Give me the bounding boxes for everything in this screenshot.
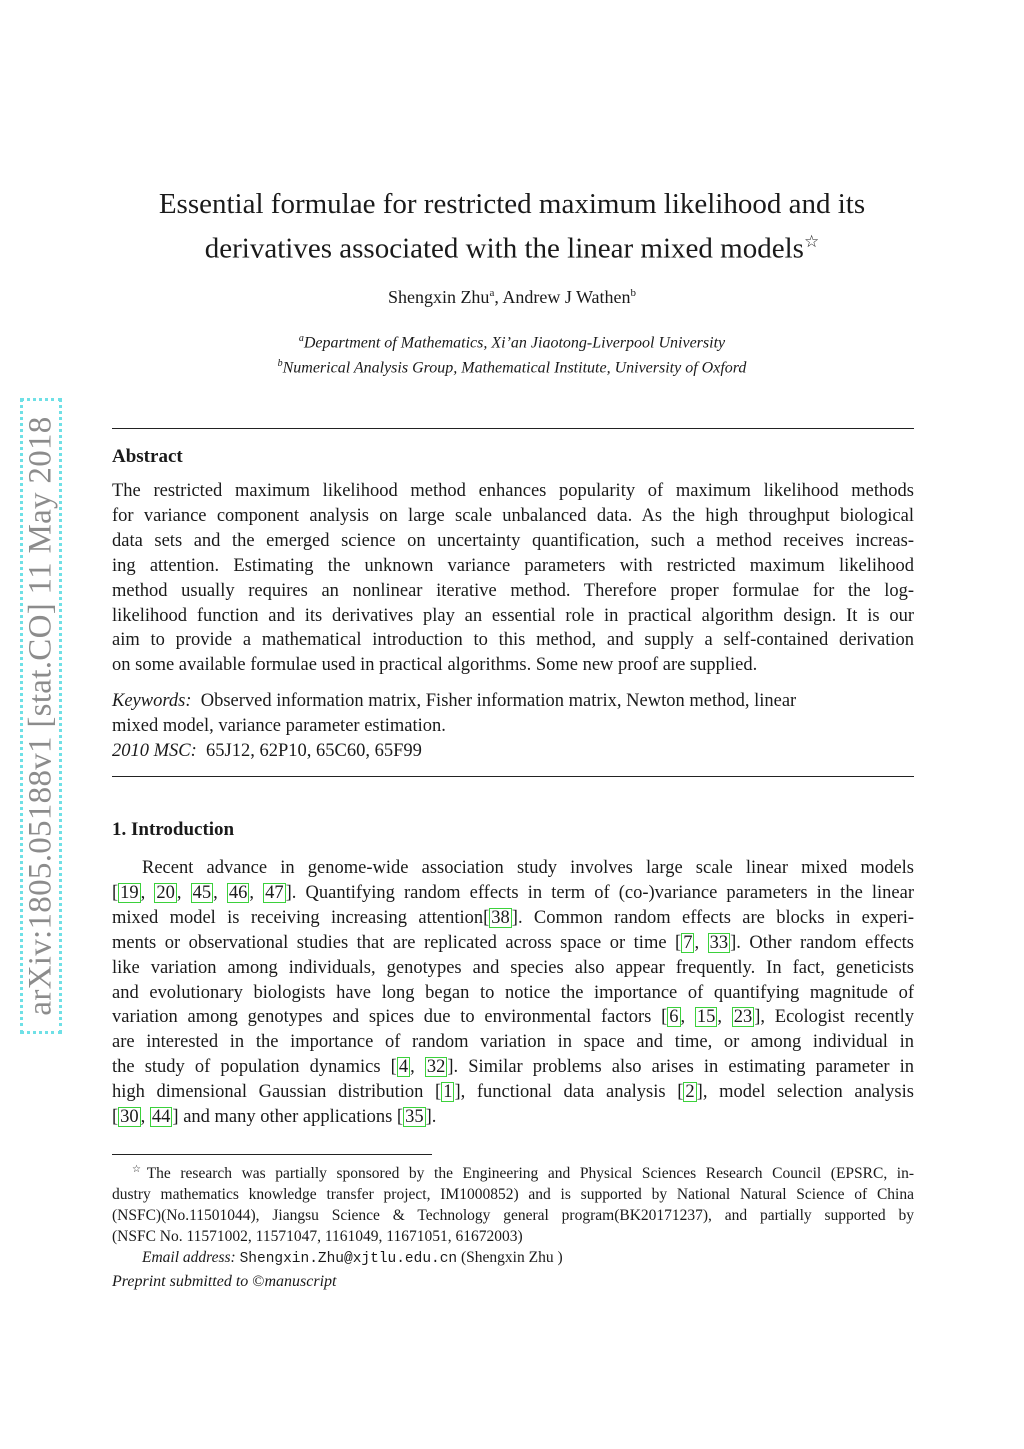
citation-link[interactable]: 32 <box>426 1057 446 1078</box>
citation-link[interactable]: 19 <box>120 882 139 903</box>
abstract-line: ing attention. Estimating the unknown variance parameters with restricted maximum likelihood <box>112 555 914 576</box>
intro-text: ments or observational studies that are replicated across space or time [ <box>112 932 682 953</box>
footnote-rule <box>112 1154 432 1155</box>
citation-link[interactable]: 38 <box>491 907 510 928</box>
citation-link[interactable]: 33 <box>709 932 729 953</box>
citation-link[interactable]: 30 <box>120 1107 139 1128</box>
email-line <box>112 1248 914 1270</box>
intro-line: the study of population dynamics [ 4 , 32 ]. Similar problems also arises in estimating parameter in <box>112 1057 915 1078</box>
intro-text: mixed model is receiving increasing attention[ <box>112 907 490 928</box>
intro-line <box>112 1080 914 1105</box>
footnote-line <box>112 1160 914 1185</box>
intro-text: ]. <box>425 1107 437 1128</box>
author-name: Andrew J Wathen <box>502 287 631 307</box>
citation-link[interactable]: 2 <box>685 1082 695 1103</box>
affiliation-a: Department of Mathematics, Xi’an Jiaotong-Liverpool University <box>303 334 726 352</box>
keywords-line-2: mixed model, variance parameter estimation. <box>112 715 446 736</box>
copyright-icon: © <box>252 1273 265 1290</box>
citation-link[interactable]: 20 <box>156 882 175 903</box>
title-line-2: derivatives associated with the linear mixed models <box>204 232 804 265</box>
intro-line: Recent advance in genome-wide association study involves large scale linear mixed models <box>142 858 914 878</box>
intro-text: variation among genotypes and spices due to environmental factors [ <box>112 1007 668 1028</box>
abstract-line: for variance component analysis on large scale unbalanced data. As the high throughput biological <box>112 505 914 526</box>
intro-line <box>112 906 914 931</box>
author-name: Shengxin Zhu <box>387 287 490 307</box>
title-line-1: Essential formulae for restricted maximum likelihood and its <box>158 188 866 220</box>
intro-line: are interested in the importance of random variation in space and time, or among individual in <box>112 1032 914 1053</box>
star-footnote-mark: ☆ <box>132 1164 147 1175</box>
intro-body <box>112 856 914 1130</box>
keywords-line-1: Observed information matrix, Fisher information matrix, Newton method, linear <box>200 691 797 711</box>
intro-text: high dimensional Gaussian distribution [ <box>112 1082 442 1103</box>
abstract-line: on some available formulae used in practical algorithms. Some new proof are supplied. <box>112 655 758 676</box>
affiliation-mark: b <box>277 358 283 370</box>
citation-link[interactable]: 4 <box>398 1057 409 1078</box>
affiliation-mark: b <box>630 287 637 299</box>
footnote-line: dustry mathematics knowledge transfer project, IM1000852) and is supported by National Natural Science of China <box>112 1186 914 1204</box>
intro-text: ] and many other applications [ <box>172 1107 404 1128</box>
intro-line: ments or observational studies that are replicated across space or time [ 7 , 33 ]. Other random effects <box>112 932 915 953</box>
citation-link[interactable]: 46 <box>228 882 248 903</box>
abstract-line: likelihood function and its derivatives play an essential role in practical algorithm design. It is our <box>112 605 914 626</box>
email-address[interactable]: Shengxin.Zhu@xjtlu.edu.cn <box>239 1250 458 1267</box>
arxiv-id: arXiv:1805.05188v1 [stat.CO] 11 May 2018 <box>22 416 59 1016</box>
preprint-prefix: Preprint submitted to <box>112 1273 253 1290</box>
footnote-line: (NSFC No. 11571002, 11571047, 1161049, 11671051, 61672003) <box>112 1227 523 1245</box>
intro-line: like variation among individuals, genotypes and species also appear frequently. In fact, geneticists <box>112 957 914 978</box>
affiliation-mark: a <box>298 333 304 344</box>
abstract-line: aim to provide a mathematical introduction to this method, and supply a self-contained derivation <box>112 630 914 651</box>
footnote-line: (NSFC)(No.11501044), Jiangsu Science & Technology general program(BK20171237), and partially supported by <box>112 1206 914 1224</box>
footnote-text: The research was partially sponsored by the Engineering and Physical Sciences Research Council (EPSRC, in- <box>146 1165 915 1183</box>
intro-line: [ 30 , 44 ] and many other applications [ 35 ]. <box>112 1107 437 1128</box>
citation-link[interactable]: 35 <box>405 1107 424 1128</box>
affiliation-b: Numerical Analysis Group, Mathematical Institute, University of Oxford <box>282 359 747 377</box>
intro-text: the study of population dynamics [ <box>112 1057 397 1078</box>
abstract-line: data sets and the emerged science on uncertainty quantification, such a method receives increas- <box>112 530 914 551</box>
citation-link[interactable]: 47 <box>265 882 284 903</box>
abstract-heading: Abstract <box>112 446 183 467</box>
keywords-label: Keywords: <box>112 691 192 711</box>
paper-title <box>112 186 912 268</box>
citation-link[interactable]: 44 <box>151 1107 171 1128</box>
citation-link[interactable]: 1 <box>443 1082 453 1103</box>
intro-text: ]. Common random effects are blocks in experi- <box>511 907 914 928</box>
email-label: Email address: <box>142 1248 236 1266</box>
top-rule <box>112 428 914 429</box>
msc-label: 2010 MSC: <box>112 740 197 761</box>
intro-text: ]. Quantifying random effects in term of (co-)variance parameters in the linear <box>285 882 914 903</box>
citation-link[interactable]: 15 <box>696 1007 716 1028</box>
preprint-venue: manuscript <box>264 1273 337 1290</box>
intro-text: ], model selection analysis <box>696 1082 914 1103</box>
abstract-line: The restricted maximum likelihood method enhances popularity of maximum likelihood methods <box>112 481 914 501</box>
bottom-rule <box>112 776 914 777</box>
intro-text: ]. Similar problems also arises in estimating parameter in <box>447 1057 915 1078</box>
keywords-block <box>112 689 914 764</box>
author-separator: , <box>494 287 503 307</box>
intro-line: [ 19 , 20 , 45 , 46 , 47 ]. Quantifying random effects in term of (co-)variance parameters in the linear <box>112 882 914 903</box>
citation-link[interactable]: 45 <box>192 882 212 903</box>
msc-value: 65J12, 62P10, 65C60, 65F99 <box>206 740 422 761</box>
affiliation-mark: a <box>489 287 495 299</box>
intro-text: ], Ecologist recently <box>754 1007 914 1028</box>
abstract-body <box>112 479 914 678</box>
section-heading: 1. Introduction <box>112 819 235 840</box>
citation-link[interactable]: 7 <box>683 932 693 953</box>
preprint-note <box>112 1273 336 1291</box>
affiliations <box>112 328 912 379</box>
intro-text: ], functional data analysis [ <box>454 1082 684 1103</box>
email-owner: (Shengxin Zhu ) <box>461 1248 563 1266</box>
intro-line: and evolutionary biologists have long began to notice the importance of quantifying magnitude of <box>112 982 914 1003</box>
author-list <box>112 287 912 308</box>
intro-line: variation among genotypes and spices due to environmental factors [ 6 , 15 , 23 ], Ecologist recently <box>112 1007 914 1028</box>
intro-text: ]. Other random effects <box>730 932 915 953</box>
footnote <box>112 1160 914 1270</box>
citation-link[interactable]: 23 <box>733 1007 753 1028</box>
arxiv-side-stamp[interactable] <box>20 398 62 1034</box>
citation-link[interactable]: 6 <box>669 1007 679 1028</box>
star-footnote-mark[interactable]: ☆ <box>803 232 820 251</box>
abstract-line: method usually requires an nonlinear iterative method. Therefore proper formulae for the log- <box>112 580 914 601</box>
